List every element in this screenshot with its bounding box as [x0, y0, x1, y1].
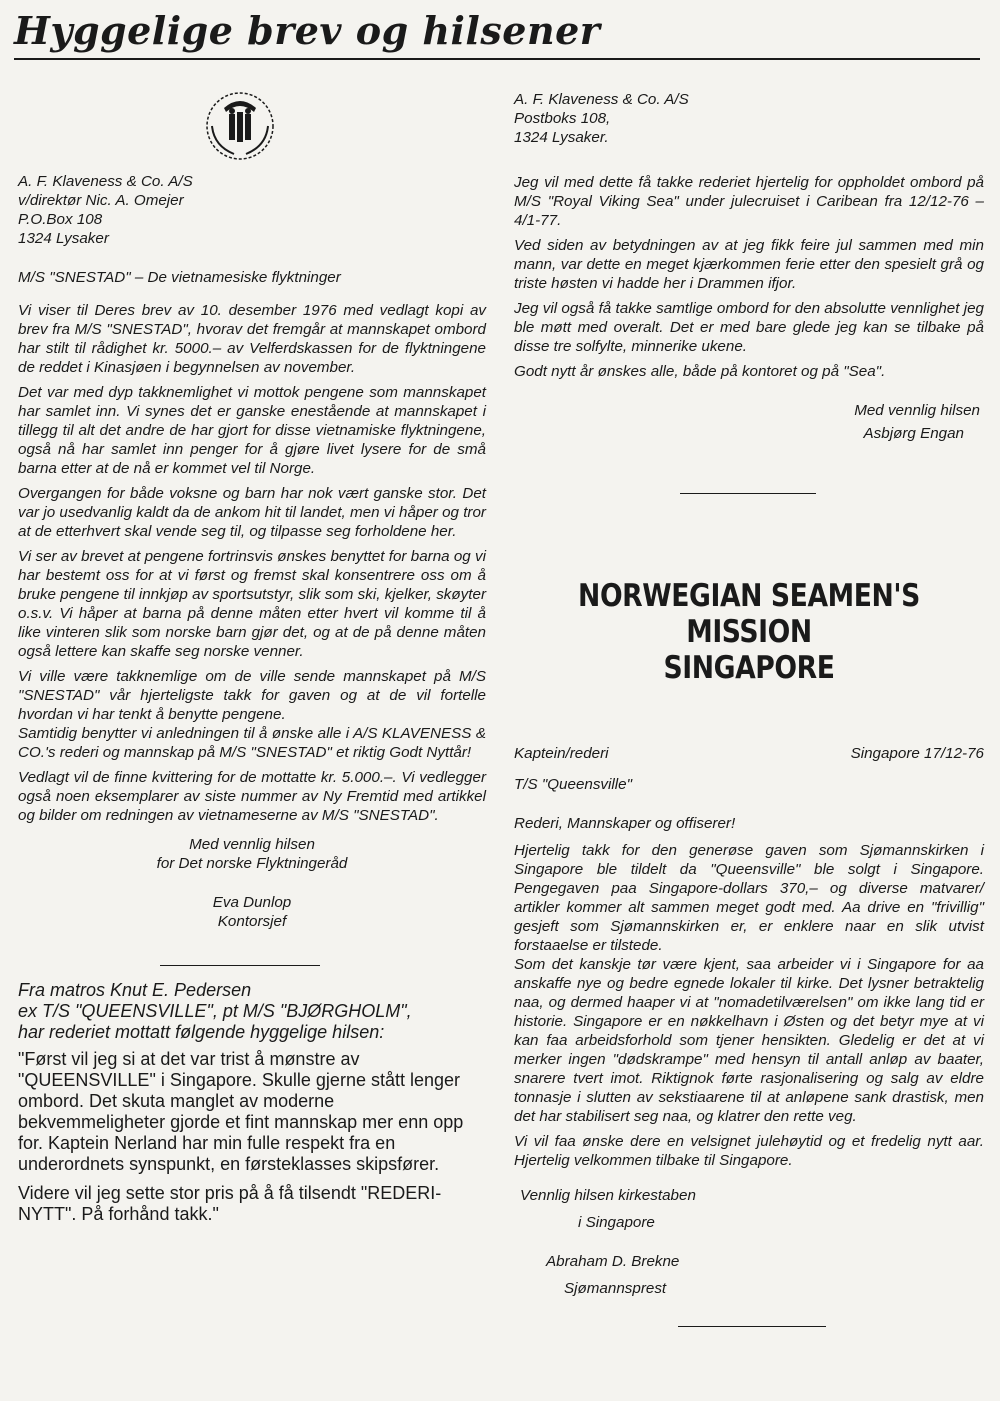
letter-paragraph: Samtidig benytter vi anledningen til å ønske alle i A/S KLAVENESS & CO.'s rederi og mannskap på M/S "SNESTAD" et riktig Godt Nyttår!	[18, 725, 486, 761]
section-divider	[160, 965, 320, 966]
mission-ship: T/S "Queensville"	[514, 776, 632, 793]
letter-paragraph: Som det kanskje tør være kjent, saa arbeider vi i Singapore for aa anskaffe nye og bedre egnede lokaler til kirke. Det lysner betraktelig naa, og dermed haaper vi at "nomadetilværelsen" om ikke lang tid er historie. Singapore er en nøkkelhavn i Østen og det betyr mye at vi kan faa arbeidsforhold som tjener hensikten. Gledelig er det at vi merker ingen "dødskrampe" med hensyn til antall anløp av baater, snarere tvert imot. Riktignok førte rasjonalisering og salg av eldre tonnasje i slutten av sekstiaarene til at anløpene sank drastisk, men det har stabilisert seg naa, og klatrer den rette veg.	[514, 956, 984, 1125]
letter-paragraph: Godt nytt år ønskes alle, både på kontoret og på "Sea".	[514, 363, 886, 380]
letter-paragraph: Vi ville være takknemlige om de ville sende mannskapet på M/S "SNESTAD" vår hjerteligste takk for gaven og at de vil fortelle hvordan vi har tenkt å benytte pengene.	[18, 668, 486, 723]
mission-recipient: Kaptein/rederi	[514, 745, 609, 762]
mission-salutation: Rederi, Mannskaper og offiserer!	[514, 815, 736, 832]
masthead	[14, 6, 980, 60]
letter-paragraph: Vi vil faa ønske dere en velsignet julehøytid og et fredelig nytt aar. Hjertelig velkommen tilbake til Singapore.	[514, 1133, 984, 1169]
letter-paragraph: Vi viser til Deres brev av 10. desember 1976 med vedlagt kopi av brev fra M/S "SNESTAD", hvorav det fremgår at mannskapet ombord har stilt til rådighet kr. 5000.– av Velferdskassen for de flyktningene de reddet i Kinasjøen i begynnelsen av november.	[18, 302, 486, 376]
recipient-address: A. F. Klaveness & Co. A/S Postboks 108, 1324 Lysaker.	[514, 91, 689, 146]
page-headline: Hyggelige brev og hilsener	[14, 8, 601, 53]
letter-paragraph: Overgangen for både voksne og barn har nok vært ganske stor. Det var jo usedvanlig kaldt da de ankom hit til landet, men vi håper og tror at de etterhvert skal vende seg til, og tilpasse seg forholdene her.	[18, 485, 486, 540]
mission-title: NORWEGIAN SEAMEN'S MISSION SINGAPORE	[578, 578, 920, 686]
seaman-quote: "Først vil jeg si at det var trist å mønstre av "QUEENSVILLE" i Singapore. Skulle gjerne stått lenger ombord. Det skuta manglet av moderne bekvemmeligheter gjorde et fint mannskap mer enn opp for. Kaptein Nerland har min fulle respekt fra en underordnets synspunkt, en førsteklasses skipsfører. Videre vil jeg sette stor pris på å få tilsendt "REDERI-NYTT". På forhånd takk."	[18, 1049, 464, 1224]
letter-paragraph: Jeg vil også få takke samtlige ombord for den absolutte vennlighet jeg ble møtt med overalt. Det er med bare glede jeg kan se tilbake på disse tre solfylte, minnerike ukene.	[514, 300, 984, 355]
letter-closing: Med vennlig hilsen for Det norske Flyktningeråd	[156, 836, 348, 872]
mission-header-row	[514, 744, 984, 763]
letter-paragraph: Hjertelig takk for den generøse gaven som Sjømannskirken i Singapore ble tildelt da "Queensville" ble solgt i Singapore. Pengegaven paa Singapore-dollars 370,– og diverse matvarer/ artikler kommer alt sammen meget godt med. Aa drive en "frivillig" gesjeft som Sjømannskirken er, er enklere naar en slik utvist forstaaelse er tilstede.	[514, 842, 984, 954]
mission-signer: Abraham D. Brekne Sjømannsprest	[546, 1253, 680, 1297]
letter-closing: Med vennlig hilsen Asbjørg Engan	[854, 402, 980, 442]
letter-signer: Eva Dunlop Kontorsjef	[212, 894, 292, 930]
recipient-address: A. F. Klaveness & Co. A/S v/direktør Nic. A. Omejer P.O.Box 108 1324 Lysaker	[18, 173, 193, 247]
section-divider	[678, 1326, 826, 1327]
mission-closing: Vennlig hilsen kirkestaben i Singapore	[520, 1187, 696, 1231]
letter-paragraph: Ved siden av betydningen av at jeg fikk feire jul sammen med min mann, var dette en meget kjærkommen ferie etter den spesielt grå og triste høsten vi hadde her i Drammen ifjor.	[514, 237, 984, 292]
letter-paragraph: Det var med dyp takknemlighet vi mottok pengene som mannskapet har samlet inn. Vi synes det er ganske enestående at mannskapet i tillegg til alt det andre de har gjort for disse vietnamiske flyktningene, også nå har samlet inn penger for å gjøre livet lysere for de små barna etter at de nå er kommet vel til Norge.	[18, 384, 486, 477]
refugee-council-emblem-icon	[204, 90, 276, 162]
letter-subject: M/S "SNESTAD" – De vietnamesiske flyktninger	[18, 269, 341, 286]
letter-paragraph: Vi ser av brevet at pengene fortrinsvis ønskes benyttet for barna og vi har bestemt oss for at vi først og fremst skal konsentrere oss om å bruke pengene til innkjøp av sportsutstyr, slik som ski, kjelker, skøyter o.s.v. Vi håper at barna på denne måten etter hvert vil komme til å like vinteren slik som norske barn gjør det, og at de på denne måten også lettere kan skaffe seg norske venner.	[18, 548, 486, 660]
seaman-intro: Fra matros Knut E. Pedersen ex T/S "QUEENSVILLE", pt M/S "BJØRGHOLM", har rederiet mottatt følgende hyggelige hilsen:	[18, 980, 412, 1042]
letter-paragraph: Vedlagt vil de finne kvittering for de mottatte kr. 5.000.–. Vi vedlegger også noen eksemplarer av siste nummer av Ny Fremtid med artikkel og bilder om redningen av vietnameserne av M/S "SNESTAD".	[18, 769, 486, 824]
right-column	[514, 90, 984, 1327]
letter-paragraph: Jeg vil med dette få takke rederiet hjertelig for oppholdet ombord på M/S "Royal Viking Sea" under julecruiset i Caribean fra 12/12-76 – 4/1-77.	[514, 174, 984, 229]
left-column	[18, 90, 486, 1233]
mission-place-date: Singapore 17/12-76	[850, 745, 984, 762]
